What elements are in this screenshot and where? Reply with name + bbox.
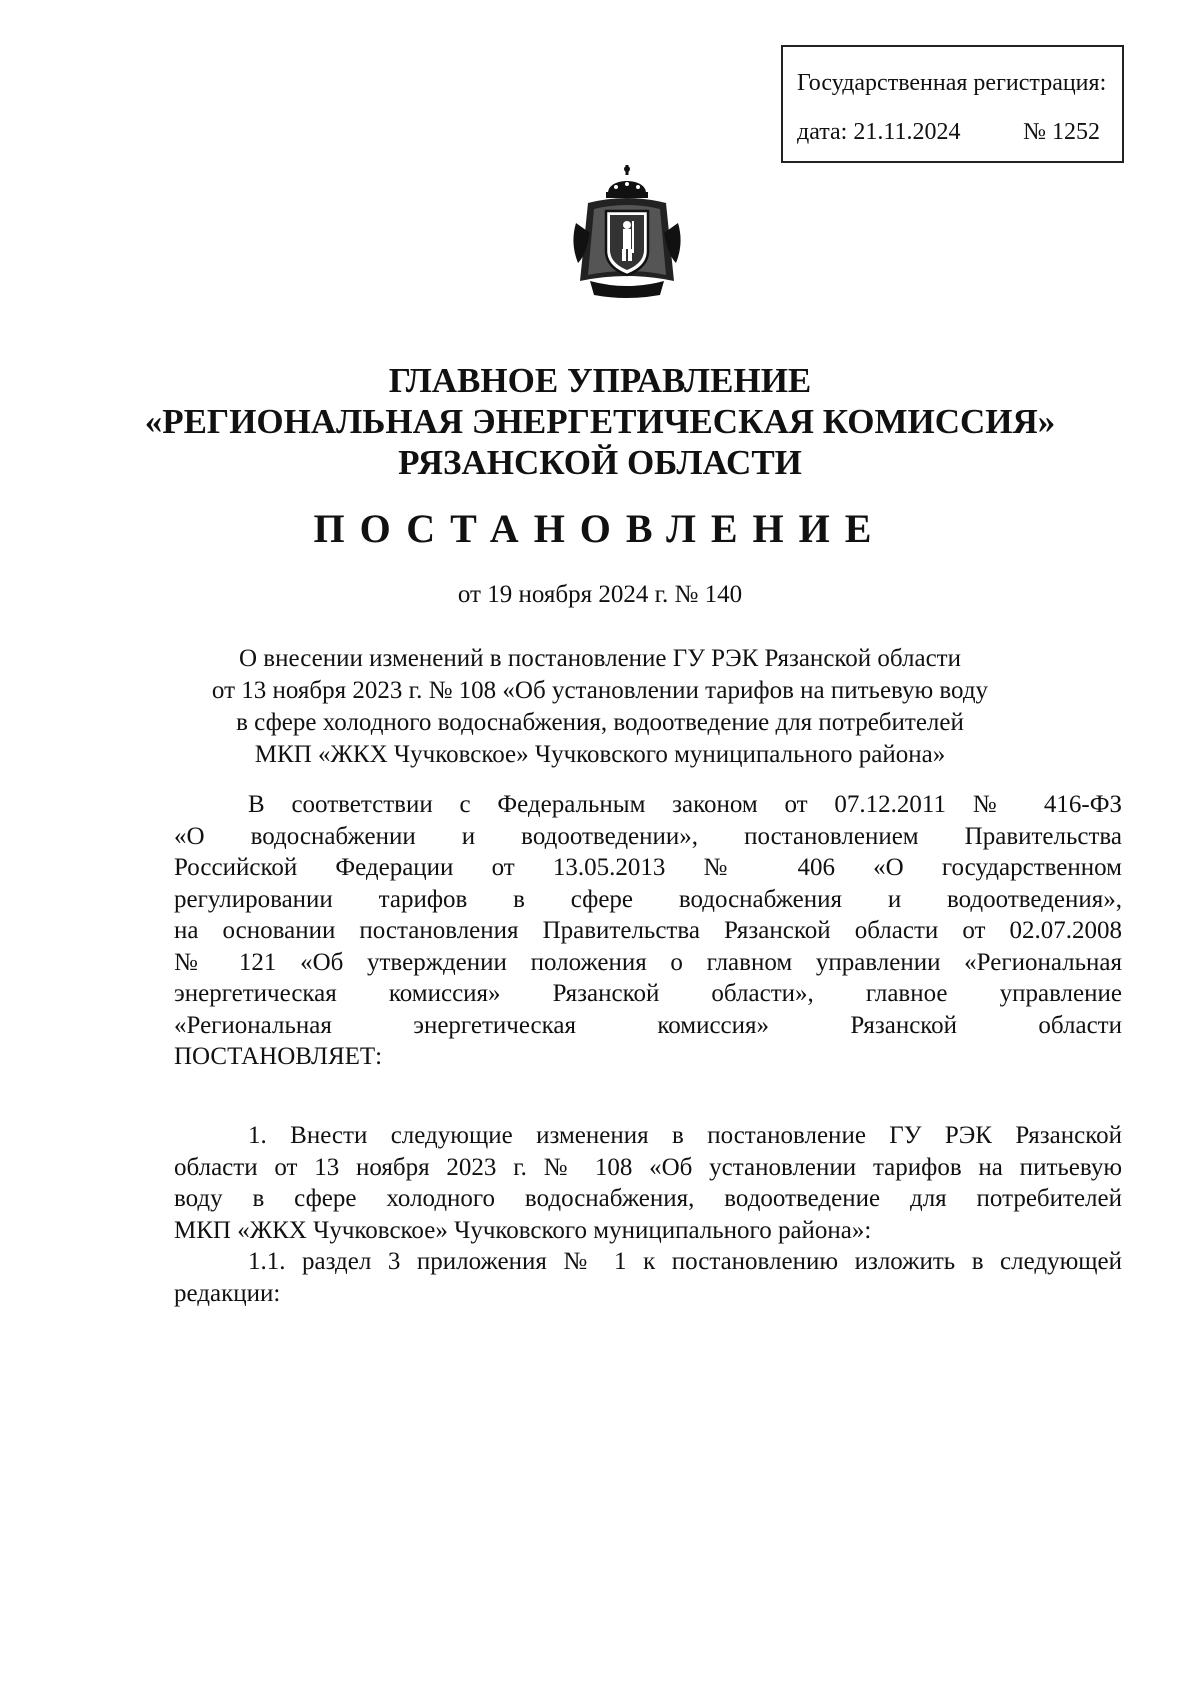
paragraph-line: «Региональная энергетическая комиссия» Рязанской области <box>174 1011 1122 1039</box>
document-type: ПОСТАНОВЛЕНИЕ <box>313 506 887 551</box>
organization-name-line-1: ГЛАВНОЕ УПРАВЛЕНИЕ <box>388 361 812 400</box>
registration-stamp <box>781 45 1124 163</box>
paragraph-line: № 121 «Об утверждении положения о главном управлении «Региональная <box>174 948 1122 976</box>
paragraph-line: «О водоснабжении и водоотведении», постановлением Правительства <box>174 822 1122 850</box>
ryazan-coat-of-arms-icon <box>568 163 686 301</box>
registration-title: Государственная регистрация: <box>797 70 1107 96</box>
item-1-1-paragraph <box>174 1246 1122 1309</box>
paragraph-line: воду в сфере холодного водоснабжения, водоотведение для потребителей <box>174 1185 1122 1212</box>
paragraph-line: на основании постановления Правительства Рязанской области от 02.07.2008 <box>174 917 1122 944</box>
subject-line: в сфере холодного водоснабжения, водоотведение для потребителей <box>236 709 964 736</box>
paragraph-line: редакции: <box>174 1279 281 1307</box>
paragraph-line: области от 13 ноября 2023 г. № 108 «Об установлении тарифов на питьевую <box>174 1153 1122 1181</box>
paragraph-line: Российской Федерации от 13.05.2013 № 406 «О государственном <box>174 854 1122 881</box>
paragraph-line: МКП «ЖКХ Чучковское» Чучковского муниципального района»: <box>174 1216 872 1244</box>
item-1-paragraph <box>174 1120 1122 1246</box>
paragraph-line: 1. Внести следующие изменения в постановление ГУ РЭК Рязанской <box>248 1122 1122 1149</box>
subject-line: от 13 ноября 2023 г. № 108 «Об установлении тарифов на питьевую воду <box>211 677 989 704</box>
registration-date: дата: 21.11.2024 <box>797 119 961 145</box>
paragraph-line: В соответствии с Федеральным законом от 07.12.2011 № 416-ФЗ <box>248 791 1122 818</box>
registration-number: № 1252 <box>1023 119 1100 145</box>
subject-line: О внесении изменений в постановление ГУ РЭК Рязанской области <box>239 645 961 672</box>
document-subject <box>0 643 1200 771</box>
organization-name-line-3: РЯЗАНСКОЙ ОБЛАСТИ <box>398 443 802 482</box>
paragraph-line: регулировании тарифов в сфере водоснабжения и водоотведения», <box>174 885 1122 913</box>
paragraph-line: 1.1. раздел 3 приложения № 1 к постановлению изложить в следующей <box>248 1248 1122 1275</box>
organization-name <box>0 360 1200 483</box>
preamble-paragraph <box>174 789 1122 1073</box>
document-date-number: от 19 ноября 2024 г. № 140 <box>457 581 743 608</box>
organization-name-line-2: «РЕГИОНАЛЬНАЯ ЭНЕРГЕТИЧЕСКАЯ КОМИССИЯ» <box>144 402 1056 441</box>
paragraph-line: ПОСТАНОВЛЯЕТ: <box>174 1043 383 1070</box>
subject-line: МКП «ЖКХ Чучковское» Чучковского муниципального района» <box>254 741 946 768</box>
paragraph-line: энергетическая комиссия» Рязанской области», главное управление <box>174 980 1122 1007</box>
